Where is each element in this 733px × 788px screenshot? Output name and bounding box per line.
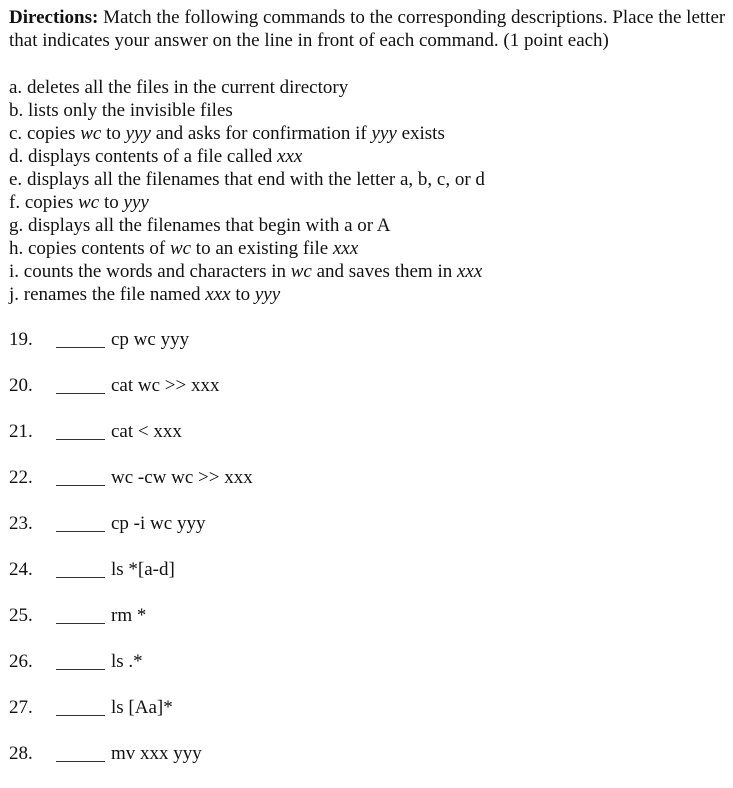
description-option [9, 76, 485, 99]
option-term: xxx [205, 284, 231, 305]
description-option [9, 145, 485, 168]
description-option [9, 168, 485, 191]
answer-blank[interactable] [56, 623, 105, 624]
option-text: copies contents of [23, 238, 170, 259]
option-letter: b. [9, 100, 24, 121]
command-text: ls *[a-d] [111, 559, 175, 580]
option-letter: f. [9, 192, 21, 213]
option-term: xxx [333, 238, 359, 259]
option-letter: e. [9, 169, 23, 190]
answer-blank[interactable] [56, 715, 105, 716]
command-text: ls .* [111, 651, 143, 672]
option-letter: g. [9, 215, 24, 236]
question-number: 25. [9, 605, 33, 626]
option-letter: d. [9, 146, 24, 167]
option-term: yyy [254, 284, 281, 305]
command-text: cat wc >> xxx [111, 375, 220, 396]
command-text: rm * [111, 605, 147, 626]
option-text: to [101, 123, 126, 144]
command-text: cp -i wc yyy [111, 513, 206, 534]
option-text: and asks for confirmation if [150, 123, 372, 144]
description-option [9, 283, 485, 306]
command-text: mv xxx yyy [111, 743, 202, 764]
option-letter: c. [9, 123, 23, 144]
description-option [9, 122, 485, 145]
option-text: counts the words and characters in [19, 261, 291, 282]
option-term: yyy [123, 192, 149, 213]
option-letter: h. [9, 238, 24, 259]
command-text: ls [Aa]* [111, 697, 173, 718]
command-text: cat < xxx [111, 421, 182, 442]
question-number: 23. [9, 513, 33, 534]
answer-blank[interactable] [56, 347, 105, 348]
question-number: 22. [9, 467, 33, 488]
option-term: wc [80, 123, 102, 144]
option-text: copies [20, 192, 79, 213]
answer-blank[interactable] [56, 577, 105, 578]
option-text: displays all the filenames that begin with a or A [23, 215, 391, 236]
option-text: and saves them in [311, 261, 457, 282]
question-number: 26. [9, 651, 33, 672]
option-term: wc [169, 238, 192, 259]
option-term: xxx [456, 261, 483, 282]
description-option [9, 237, 485, 260]
description-options-list [9, 76, 485, 306]
answer-blank[interactable] [56, 761, 105, 762]
option-text: copies [22, 123, 81, 144]
question-number: 28. [9, 743, 33, 764]
option-text: exists [396, 123, 445, 144]
question-number: 19. [9, 329, 33, 350]
directions-text: Match the following commands to the corresponding descriptions. Place the letter that indicates your answer on the line in front of each command. (1 point each) [9, 7, 726, 51]
directions-label: Directions: [9, 7, 99, 28]
question-number: 21. [9, 421, 33, 442]
description-option [9, 191, 485, 214]
answer-blank[interactable] [56, 439, 105, 440]
option-text: deletes all the files in the current directory [22, 77, 349, 98]
description-option [9, 214, 485, 237]
directions-paragraph [9, 6, 729, 52]
option-text: to [99, 192, 124, 213]
question-number: 24. [9, 559, 33, 580]
description-option [9, 99, 485, 122]
option-letter: a. [9, 77, 23, 98]
answer-blank[interactable] [56, 485, 105, 486]
option-term: wc [78, 192, 100, 213]
answer-blank[interactable] [56, 669, 105, 670]
answer-blank[interactable] [56, 393, 105, 394]
option-term: yyy [371, 123, 397, 144]
option-term: yyy [125, 123, 151, 144]
question-number: 27. [9, 697, 33, 718]
description-option [9, 260, 485, 283]
option-letter: j. [9, 284, 20, 305]
option-term: xxx [277, 146, 303, 167]
option-term: wc [290, 261, 312, 282]
question-number: 20. [9, 375, 33, 396]
answer-blank[interactable] [56, 531, 105, 532]
command-text: wc -cw wc >> xxx [111, 467, 253, 488]
option-text: to an existing file [191, 238, 333, 259]
command-text: cp wc yyy [111, 329, 190, 350]
option-text: displays contents of a file called [23, 146, 278, 167]
option-letter: i. [9, 261, 20, 282]
option-text: to [230, 284, 255, 305]
option-text: renames the file named [19, 284, 206, 305]
option-text: displays all the filenames that end with the letter a, b, c, or d [22, 169, 485, 190]
option-text: lists only the invisible files [23, 100, 233, 121]
